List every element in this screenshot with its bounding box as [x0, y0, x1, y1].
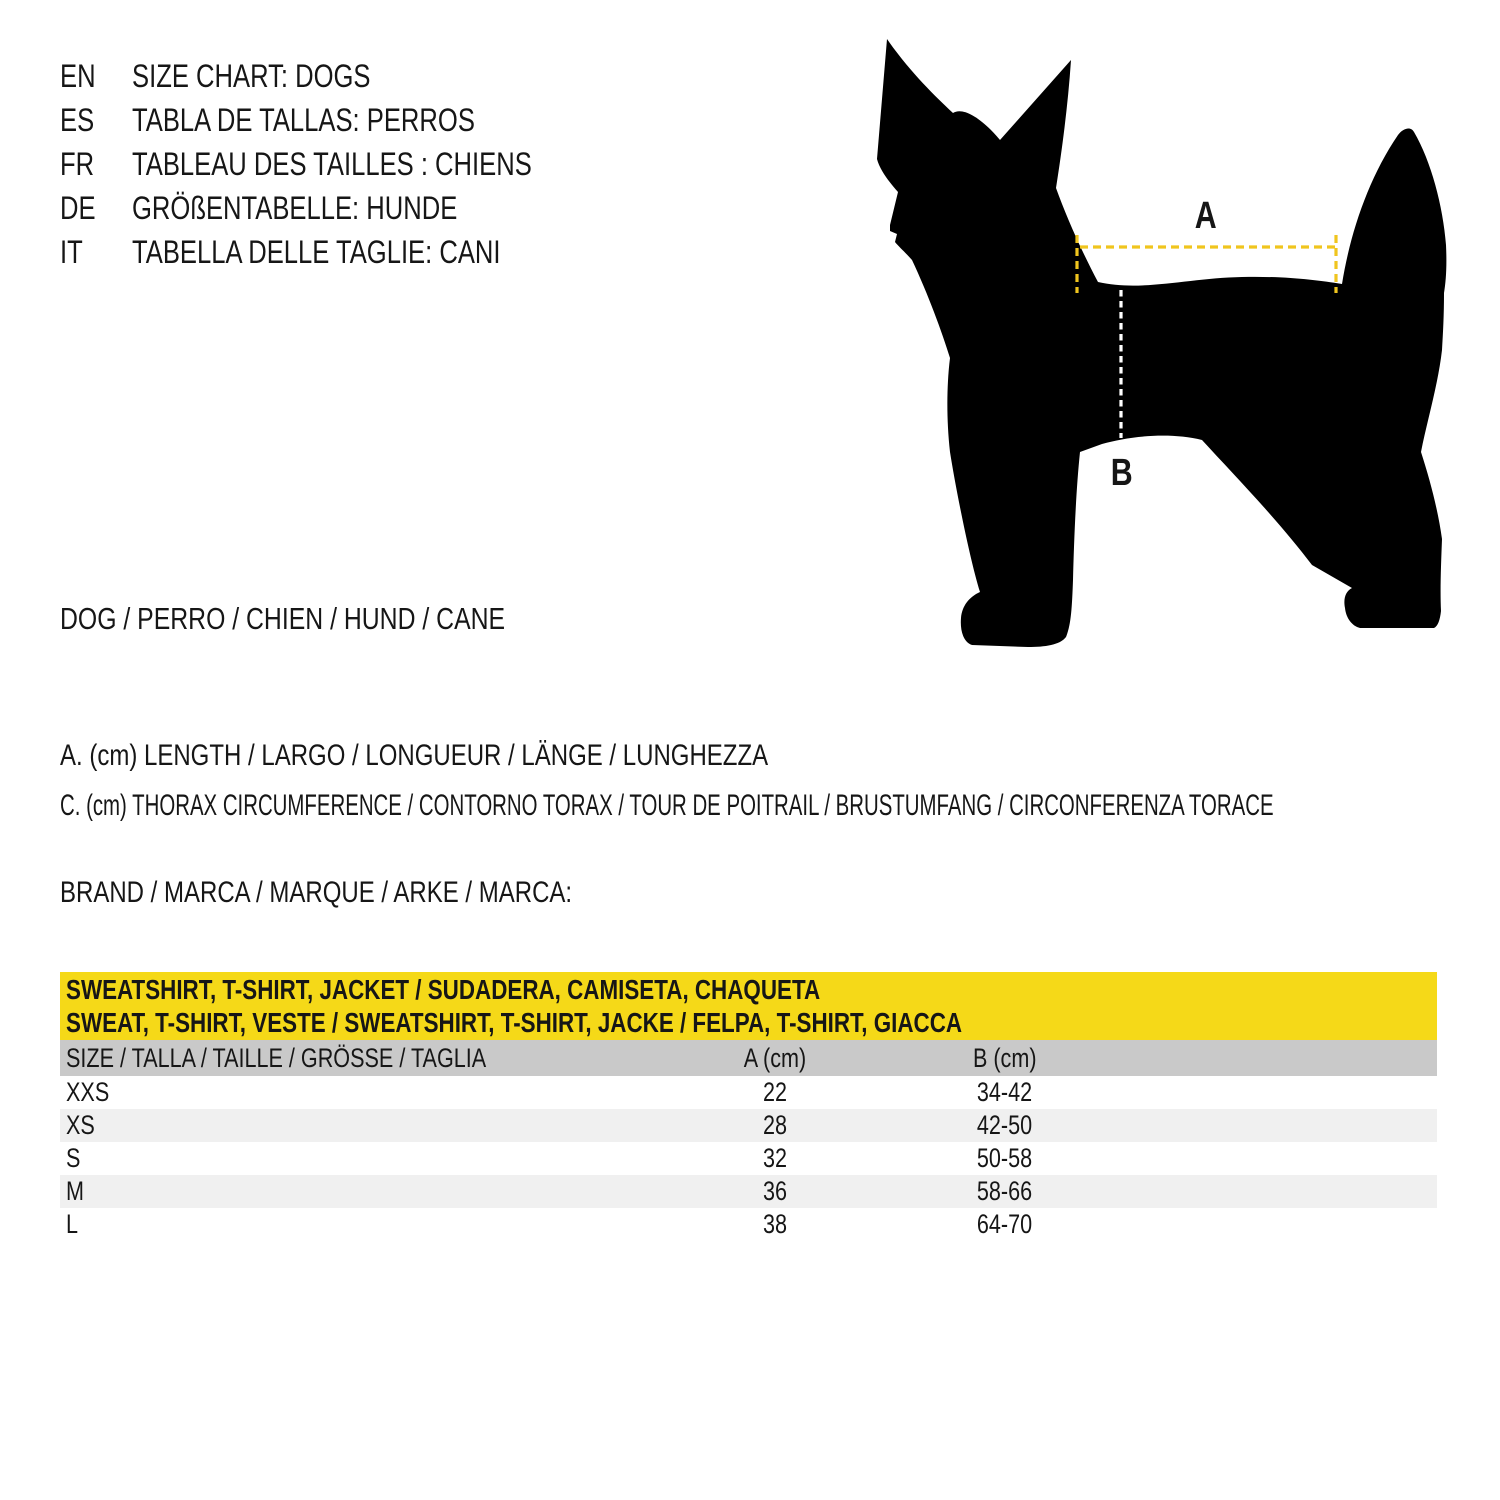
measurement-legend [60, 731, 1500, 831]
size-table [60, 972, 1437, 1241]
chart-title-fr: TABLEAU DES TAILLES : CHIENS [132, 145, 532, 182]
chart-title-de: GRÖßENTABELLE: HUNDE [132, 189, 458, 226]
size-cell: M [66, 1176, 84, 1206]
size-row-l [60, 1208, 1437, 1241]
b-cell: 34-42 [977, 1077, 1033, 1107]
lang-row-de [60, 186, 632, 230]
chart-title-es: TABLA DE TALLAS: PERROS [132, 101, 475, 138]
product-band-line-1: SWEATSHIRT, T-SHIRT, JACKET / SUDADERA, CAMISETA, CHAQUETA [66, 973, 821, 1005]
lang-code: FR [60, 145, 95, 182]
measure-label-a: A [1195, 195, 1217, 237]
size-cell: L [66, 1209, 79, 1239]
measurement-lines [850, 20, 1490, 660]
a-cell: 38 [762, 1209, 788, 1239]
size-table-header-row [60, 1040, 1437, 1076]
size-cell: XXS [66, 1077, 110, 1107]
lang-row-en [60, 54, 632, 98]
col-header-a: A (cm) [743, 1042, 807, 1073]
product-band-line-2: SWEAT, T-SHIRT, VESTE / SWEATSHIRT, T-SHIRT, JACKE / FELPA, T-SHIRT, GIACCA [66, 1006, 963, 1038]
col-header-size: SIZE / TALLA / TAILLE / GRÖSSE / TAGLIA [66, 1042, 487, 1073]
measure-label-b: B [1111, 452, 1133, 494]
size-row-xs [60, 1109, 1437, 1142]
b-cell: 50-58 [977, 1143, 1033, 1173]
language-title-block [60, 54, 632, 274]
a-cell: 28 [762, 1110, 788, 1140]
legend-line-c: C. (cm) THORAX CIRCUMFERENCE / CONTORNO TORAX / TOUR DE POITRAIL / BRUSTUMFANG / CIRCONFERENZA TORACE [60, 789, 1274, 822]
product-band [60, 972, 1437, 1040]
size-cell: XS [66, 1110, 95, 1140]
lang-code: EN [60, 57, 96, 94]
animal-caption: DOG / PERRO / CHIEN / HUND / CANE [60, 601, 506, 636]
lang-code: ES [60, 101, 95, 138]
size-row-s [60, 1142, 1437, 1175]
lang-row-it [60, 230, 632, 274]
b-cell: 42-50 [977, 1110, 1033, 1140]
size-row-m [60, 1175, 1437, 1208]
legend-line-a: A. (cm) LENGTH / LARGO / LONGUEUR / LÄNGE / LUNGHEZZA [60, 739, 769, 772]
b-cell: 58-66 [977, 1176, 1033, 1206]
col-header-b: B (cm) [973, 1042, 1037, 1073]
b-cell: 64-70 [977, 1209, 1033, 1239]
chart-title-it: TABELLA DELLE TAGLIE: CANI [132, 233, 501, 270]
size-cell: S [66, 1143, 81, 1173]
lang-code: DE [60, 189, 96, 226]
lang-code: IT [60, 233, 83, 270]
size-row-xxs [60, 1076, 1437, 1109]
brand-line: BRAND / MARCA / MARQUE / ARKE / MARCA: [60, 876, 573, 909]
lang-row-fr [60, 142, 632, 186]
a-cell: 32 [762, 1143, 788, 1173]
a-cell: 36 [762, 1176, 788, 1206]
chart-title-en: SIZE CHART: DOGS [132, 57, 371, 94]
lang-row-es [60, 98, 632, 142]
a-cell: 22 [762, 1077, 788, 1107]
